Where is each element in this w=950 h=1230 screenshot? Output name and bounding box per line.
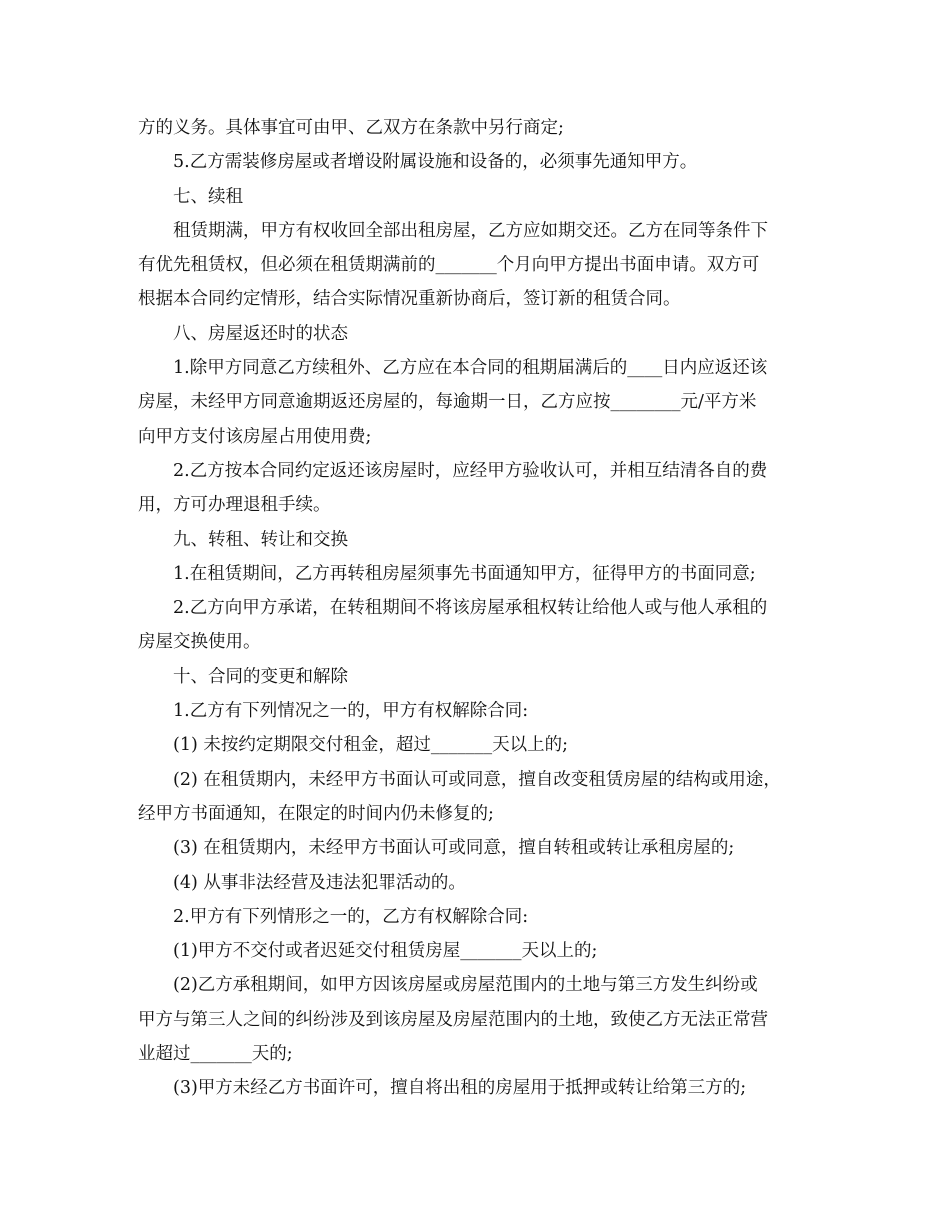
text-line: 房屋交换使用。 — [138, 632, 261, 653]
text-line: (1)甲方不交付或者迟延交付租赁房屋_______天以上的; — [173, 941, 598, 962]
text-line: 七、续租 — [173, 186, 243, 207]
text-line: 甲方与第三人之间的纠纷涉及到该房屋及房屋范围内的土地，致使乙方无法正常营 — [138, 1009, 768, 1030]
text-line: 业超过_______天的; — [138, 1044, 293, 1065]
text-line: 2.甲方有下列情形之一的，乙方有权解除合同: — [173, 906, 529, 927]
text-line: (4) 从事非法经营及违法犯罪活动的。 — [173, 872, 466, 893]
text-line: 房屋，未经甲方同意逾期返还房屋的，每逾期一日，乙方应按________元/平方米 — [138, 392, 757, 413]
document-body — [138, 111, 828, 1106]
text-line: (2)乙方承租期间，如甲方因该房屋或房屋范围内的土地与第三方发生纠纷或 — [173, 975, 758, 996]
text-line: 1.除甲方同意乙方续租外、乙方应在本合同的租期届满后的____日内应返还该 — [173, 358, 768, 379]
text-line: 租赁期满，甲方有权收回全部出租房屋，乙方应如期交还。乙方在同等条件下 — [173, 220, 768, 241]
text-line: 八、房屋返还时的状态 — [173, 323, 348, 344]
text-line: (1) 未按约定期限交付租金，超过_______天以上的; — [173, 735, 568, 756]
text-line: 5.乙方需装修房屋或者增设附属设施和设备的，必须事先通知甲方。 — [173, 152, 698, 173]
text-line: 根据本合同约定情形，结合实际情况重新协商后，签订新的租赁合同。 — [138, 289, 681, 310]
text-line: (3)甲方未经乙方书面许可，擅自将出租的房屋用于抵押或转让给第三方的; — [173, 1078, 747, 1099]
text-line: 1.乙方有下列情况之一的，甲方有权解除合同: — [173, 701, 529, 722]
text-line: 2.乙方向甲方承诺，在转租期间不将该房屋承租权转让给他人或与他人承租的 — [173, 598, 768, 619]
text-line: 经甲方书面通知，在限定的时间内仍未修复的; — [138, 803, 494, 824]
text-line: 向甲方支付该房屋占用使用费; — [138, 426, 372, 447]
text-line: (2) 在租赁期内，未经甲方书面认可或同意，擅自改变租赁房屋的结构或用途， — [173, 769, 781, 790]
text-line: 用，方可办理退租手续。 — [138, 495, 331, 516]
text-line: (3) 在租赁期内，未经甲方书面认可或同意，擅自转租或转让承租房屋的; — [173, 838, 735, 859]
text-line: 九、转租、转让和交换 — [173, 529, 348, 550]
text-line: 有优先租赁权，但必须在租赁期满前的_______个月向甲方提出书面申请。双方可 — [138, 255, 760, 276]
text-line: 方的义务。具体事宜可由甲、乙双方在条款中另行商定; — [138, 118, 564, 138]
text-line: 2.乙方按本合同约定返还该房屋时，应经甲方验收认可，并相互结清各自的费 — [173, 460, 768, 481]
text-line: 1.在租赁期间，乙方再转租房屋须事先书面通知甲方，征得甲方的书面同意; — [173, 563, 756, 584]
text-line: 十、合同的变更和解除 — [173, 666, 348, 687]
